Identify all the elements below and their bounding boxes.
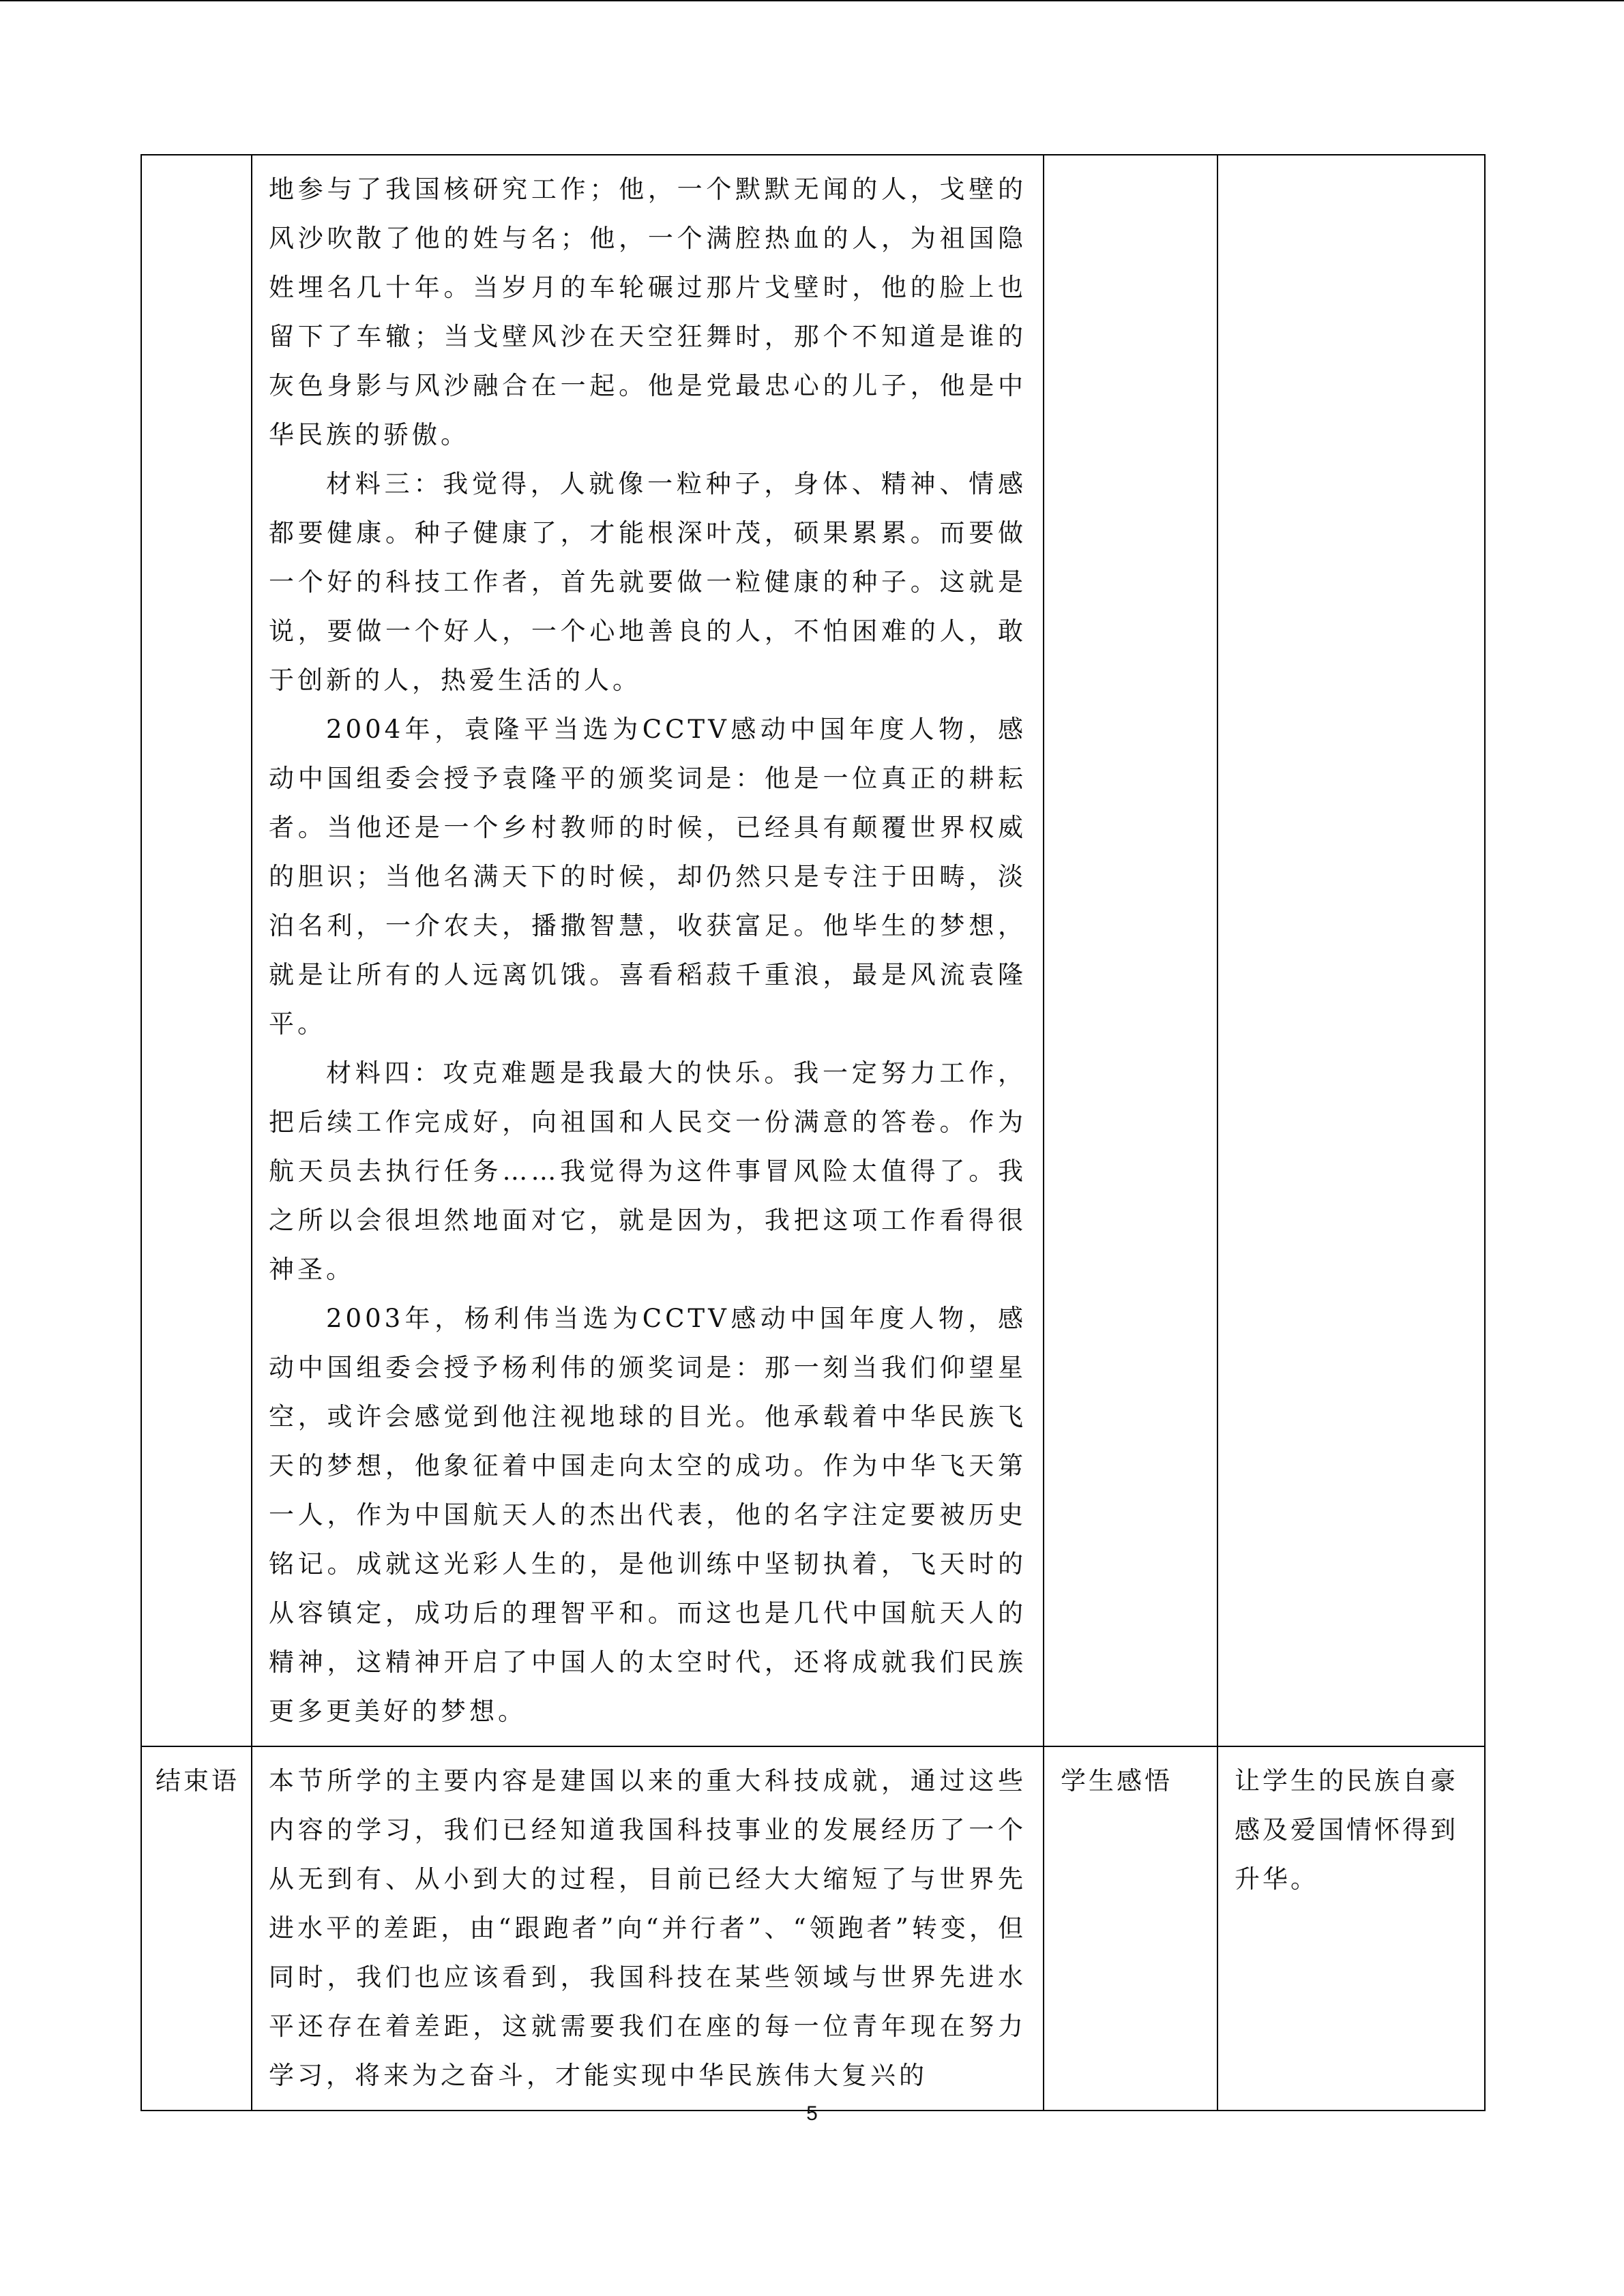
stage-label: 结束语 xyxy=(156,1766,239,1795)
page-top-border xyxy=(0,0,1624,1)
material-paragraph: 材料三：我觉得，人就像一粒种子，身体、精神、情感都要健康。种子健康了，才能根深叶茂，硕果累累。而要做一个好的科技工作者，首先就要做一粒健康的种子。这就是说，要做一个好人，一个心地善良的人，不怕困难的人，敢于创新的人，热爱生活的人。 xyxy=(269,469,1027,695)
lesson-plan-table xyxy=(141,154,1486,2111)
material-paragraphs xyxy=(252,155,1043,1746)
closing-remarks-text: 本节所学的主要内容是建国以来的重大科技成就，通过这些内容的学习，我们已经知道我国科技事业的发展经历了一个从无到有、从小到大的过程，目前已经大大缩短了与世界先进水平的差距，由“跟跑者”向“并行者”、“领跑者”转变，但同时，我们也应该看到，我国科技在某些领域与世界先进水平还存在着差距，这就需要我们在座的每一位青年现在努力学习，将来为之奋斗，才能实现中华民族伟大复兴的 xyxy=(269,1766,1027,2090)
design-intent-cell xyxy=(1217,1746,1485,2111)
design-intent-cell xyxy=(1217,155,1485,1746)
stage-cell xyxy=(141,1746,252,2111)
table-row-continued xyxy=(141,155,1485,1746)
material-paragraph: 2003年，杨利伟当选为CCTV感动中国年度人物，感动中国组委会授予杨利伟的颁奖词是：那一刻当我们仰望星空，或许会感觉到他注视地球的目光。他承载着中华民族飞天的梦想，他象征着中国走向太空的成功。作为中华飞天第一人，作为中国航天人的杰出代表，他的名字注定要被历史铭记。成就这光彩人生的，是他训练中坚韧执着，飞天时的从容镇定，成功后的理智平和。而这也是几代中国航天人的精神，这精神开启了中国人的太空时代，还将成就我们民族更多更美好的梦想。 xyxy=(269,1304,1027,1726)
page-number: 5 xyxy=(806,2102,818,2125)
teacher-activity-cell xyxy=(252,155,1044,1746)
table-row-closing xyxy=(141,1746,1485,2111)
student-activity-cell xyxy=(1044,155,1217,1746)
student-activity-text: 学生感悟 xyxy=(1061,1766,1172,1795)
material-paragraph: 材料四：攻克难题是我最大的快乐。我一定努力工作，把后续工作完成好，向祖国和人民交一份满意的答卷。作为航天员去执行任务……我觉得为这件事冒风险太值得了。我之所以会很坦然地面对它，就是因为，我把这项工作看得很神圣。 xyxy=(269,1058,1027,1284)
stage-cell xyxy=(141,155,252,1746)
design-intent-text: 让学生的民族自豪感及爱国情怀得到升华。 xyxy=(1235,1766,1458,1894)
student-activity-cell xyxy=(1044,1746,1217,2111)
material-paragraph: 地参与了我国核研究工作；他，一个默默无闻的人，戈壁的风沙吹散了他的姓与名；他，一个满腔热血的人，为祖国隐姓埋名几十年。当岁月的车轮碾过那片戈壁时，他的脸上也留下了车辙；当戈壁风沙在天空狂舞时，那个不知道是谁的灰色身影与风沙融合在一起。他是党最忠心的儿子，他是中华民族的骄傲。 xyxy=(269,175,1027,449)
teacher-activity-cell xyxy=(252,1746,1044,2111)
material-paragraph: 2004年，袁隆平当选为CCTV感动中国年度人物，感动中国组委会授予袁隆平的颁奖词是：他是一位真正的耕耘者。当他还是一个乡村教师的时候，已经具有颠覆世界权威的胆识；当他名满天下的时候，却仍然只是专注于田畴，淡泊名利，一介农夫，播撒智慧，收获富足。他毕生的梦想，就是让所有的人远离饥饿。喜看稻菽千重浪，最是风流袁隆平。 xyxy=(269,715,1027,1039)
